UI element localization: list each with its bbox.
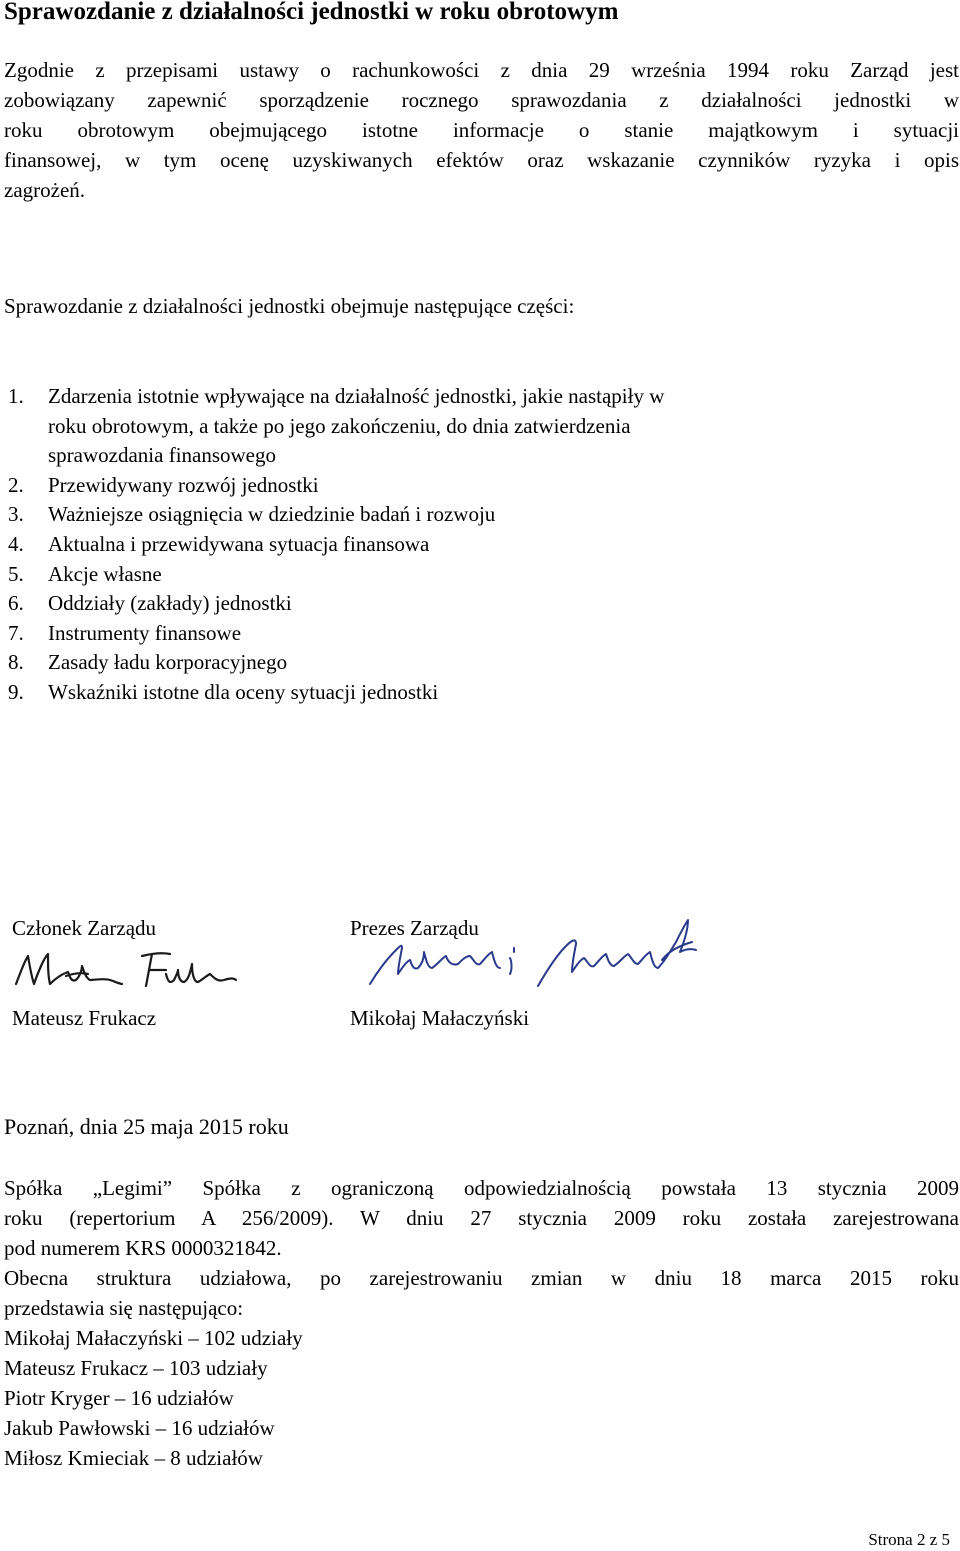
list-item	[8, 382, 908, 471]
signatory-right-name: Mikołaj Małaczyński	[350, 1006, 530, 1030]
list-item	[8, 648, 908, 678]
list-item-line: Zasady ładu korporacyjnego	[48, 650, 288, 675]
signature-left-stroke-1	[16, 954, 122, 984]
signature-right-stroke-1	[370, 946, 500, 984]
page-number-footer: Strona 2 z 5	[868, 1530, 950, 1549]
shareholder-line: Mateusz Frukacz – 103 udziały	[4, 1356, 268, 1380]
shareholder-line: Piotr Kryger – 16 udziałów	[4, 1386, 234, 1410]
list-item-line: Przewidywany rozwój jednostki	[48, 472, 319, 497]
intro-line: finansowej, w tym ocenę uzyskiwanych efektów oraz wskazanie czynników ryzyka i opis	[4, 148, 959, 172]
list-item-number: 6.	[8, 591, 24, 616]
parts-list	[8, 382, 908, 708]
list-item-number: 7.	[8, 620, 24, 645]
intro-line: roku obrotowym obejmującego istotne informacje o stanie majątkowym i sytuacji	[4, 118, 959, 142]
list-item-number: 8.	[8, 650, 24, 675]
list-item	[8, 500, 908, 530]
list-item-line: Akcje własne	[48, 561, 162, 586]
list-item-number: 9.	[8, 679, 24, 704]
intro-paragraph	[4, 55, 959, 205]
list-item	[8, 678, 908, 708]
list-item-number: 1.	[8, 384, 24, 408]
shareholder-line: Jakub Pawłowski – 16 udziałów	[4, 1416, 275, 1440]
list-item-number: 4.	[8, 531, 24, 556]
list-item-number: 2.	[8, 472, 24, 497]
signature-right	[362, 912, 718, 994]
company-line: przedstawia się następująco:	[4, 1296, 244, 1320]
list-item-line: Aktualna i przewidywana sytuacja finansowa	[48, 531, 430, 556]
list-item-line: Zdarzenia istotnie wpływające na działalność jednostki, jakie nastąpiły w	[48, 384, 665, 408]
signatory-right-role: Prezes Zarządu	[350, 916, 479, 940]
company-line: Spółka „Legimi” Spółka z ograniczoną odpowiedzialnością powstała 13 stycznia 2009	[4, 1176, 959, 1200]
list-item-line: sprawozdania finansowego	[48, 443, 277, 468]
list-item-number: 5.	[8, 561, 24, 586]
intro-line: zobowiązany zapewnić sporządzenie rocznego sprawozdania z działalności jednostki w	[4, 88, 959, 112]
shareholder-line: Mikołaj Małaczyński – 102 udziały	[4, 1326, 303, 1350]
intro-line: zagrożeń.	[4, 178, 86, 202]
signature-left-stroke-2	[142, 953, 236, 986]
signatory-left-name: Mateusz Frukacz	[12, 1006, 157, 1030]
company-line: roku (repertorium A 256/2009). W dniu 27 stycznia 2009 roku została zarejestrowana	[4, 1206, 959, 1230]
signatory-left-role: Członek Zarządu	[12, 916, 157, 940]
list-item-line: Ważniejsze osiągnięcia w dziedzinie badań i rozwoju	[48, 502, 496, 527]
list-item	[8, 530, 908, 560]
page-title: Sprawozdanie z działalności jednostki w roku obrotowym	[4, 0, 619, 25]
place-date: Poznań, dnia 25 maja 2015 roku	[4, 1114, 289, 1139]
company-info	[4, 1173, 959, 1473]
list-item	[8, 471, 908, 501]
list-item-number: 3.	[8, 502, 24, 527]
shareholder-line: Miłosz Kmieciak – 8 udziałów	[4, 1446, 263, 1470]
signature-left	[10, 944, 240, 994]
company-line: pod numerem KRS 0000321842.	[4, 1236, 282, 1260]
list-item-line: Oddziały (zakłady) jednostki	[48, 591, 292, 616]
list-item-line: Wskaźniki istotne dla oceny sytuacji jednostki	[48, 679, 439, 704]
parts-subheading: Sprawozdanie z działalności jednostki obejmuje następujące części:	[4, 294, 575, 318]
list-item	[8, 589, 908, 619]
list-item-line: Instrumenty finansowe	[48, 620, 242, 645]
signature-right-stroke-2	[510, 948, 514, 974]
company-line: Obecna struktura udziałowa, po zarejestrowaniu zmian w dniu 18 marca 2015 roku	[4, 1266, 959, 1290]
list-item-line: roku obrotowym, a także po jego zakończeniu, do dnia zatwierdzenia	[48, 413, 631, 438]
intro-line: Zgodnie z przepisami ustawy o rachunkowości z dnia 29 września 1994 roku Zarząd jest	[4, 58, 959, 82]
list-item	[8, 560, 908, 590]
signature-right-stroke-3	[538, 920, 696, 986]
list-item	[8, 619, 908, 649]
